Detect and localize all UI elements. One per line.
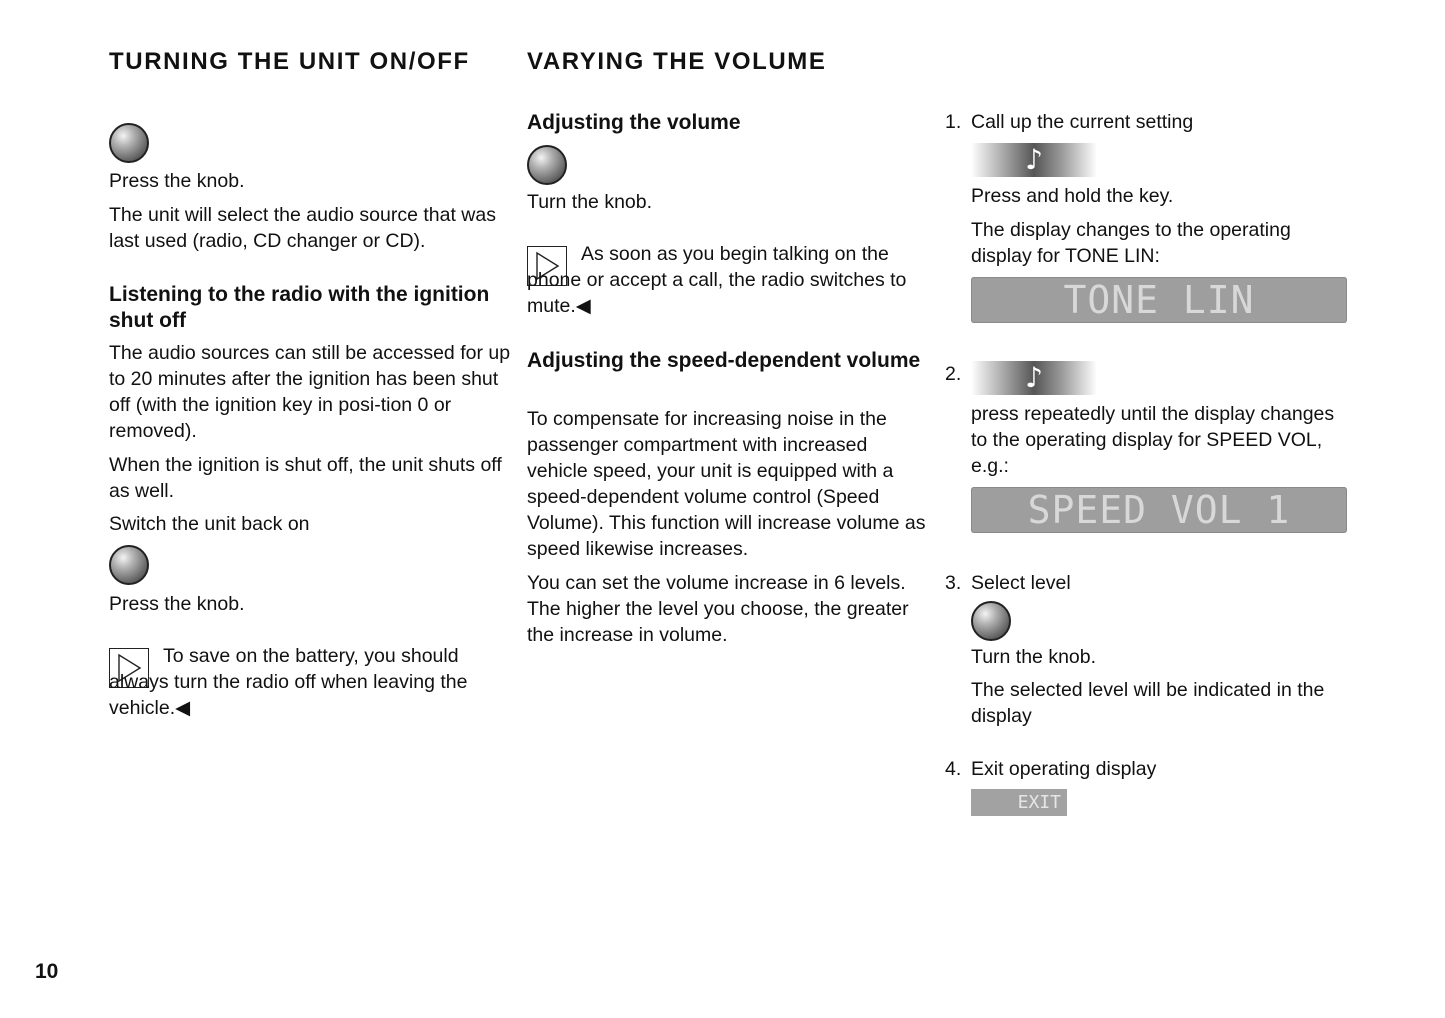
unit-select-text: The unit will select the audio source that was last used (radio, CD changer or CD). xyxy=(109,204,496,252)
tone-key-button: ♪ xyxy=(971,361,1097,395)
exit-button: EXIT xyxy=(971,789,1067,816)
section-heading-on-off: TURNING THE UNIT ON/OFF xyxy=(109,48,470,75)
press-hold-text: Press and hold the key. xyxy=(971,185,1174,207)
step4-title: Exit operating display xyxy=(971,758,1157,780)
knob-icon xyxy=(109,123,149,163)
tone-key-button: ♪ xyxy=(971,143,1097,177)
press-repeat-text: press repeatedly until the display changes to the operating display for SPEED VOL, e.g.: xyxy=(971,403,1335,477)
audio-sources-text: The audio sources can still be accessed for up to 20 minutes after the ignition has been shut off (with the ignition key in posi-tion 0 or removed). xyxy=(109,342,511,442)
step-number: 2. xyxy=(945,363,962,385)
compensate-text: To compensate for increasing noise in the passenger compartment with increased vehicle speed, your unit is equipped with a speed-dependent volume control (Speed Volume). This function will increase volume as speed likewise increases. xyxy=(527,408,926,560)
step-number: 3. xyxy=(945,572,962,594)
step1-title: Call up the current setting xyxy=(971,111,1194,133)
page-number: 10 xyxy=(35,960,59,983)
instruction-press-knob: Press the knob. xyxy=(109,170,245,192)
display-changes-text: The display changes to the operating display for TONE LIN: xyxy=(971,219,1291,267)
lcd-display-tone-lin: TONE LIN xyxy=(971,277,1347,323)
step3-title: Select level xyxy=(971,572,1071,594)
knob-icon xyxy=(109,545,149,585)
subheading-ignition-off: Listening to the radio with the ignition shut off xyxy=(109,283,490,332)
phone-mute-note-text: As soon as you begin talking on the phone or accept a call, the radio switches to mute.◀ xyxy=(527,243,907,317)
subheading-adjust-volume: Adjusting the volume xyxy=(527,111,741,134)
knob-icon xyxy=(527,145,567,185)
section-heading-volume: VARYING THE VOLUME xyxy=(527,48,827,75)
instruction-press-knob-2: Press the knob. xyxy=(109,593,245,615)
step-number: 1. xyxy=(945,111,962,133)
switch-back-text: Switch the unit back on xyxy=(109,513,310,535)
turn-knob-text: Turn the knob. xyxy=(971,646,1097,668)
battery-note-text: To save on the battery, you should always turn the radio off when leaving the vehicle.◀ xyxy=(109,645,468,719)
step-number: 4. xyxy=(945,758,962,780)
subheading-speed-volume: Adjusting the speed-dependent volume xyxy=(527,349,921,372)
instruction-turn-knob: Turn the knob. xyxy=(527,191,653,213)
lcd-display-speed-vol: SPEED VOL 1 xyxy=(971,487,1347,533)
level-indicated-text: The selected level will be indicated in the display xyxy=(971,679,1325,727)
knob-icon xyxy=(971,601,1011,641)
levels-text: You can set the volume increase in 6 levels. The higher the level you choose, the greater the increase in volume. xyxy=(527,572,909,646)
ignition-off-text: When the ignition is shut off, the unit shuts off as well. xyxy=(109,454,502,502)
